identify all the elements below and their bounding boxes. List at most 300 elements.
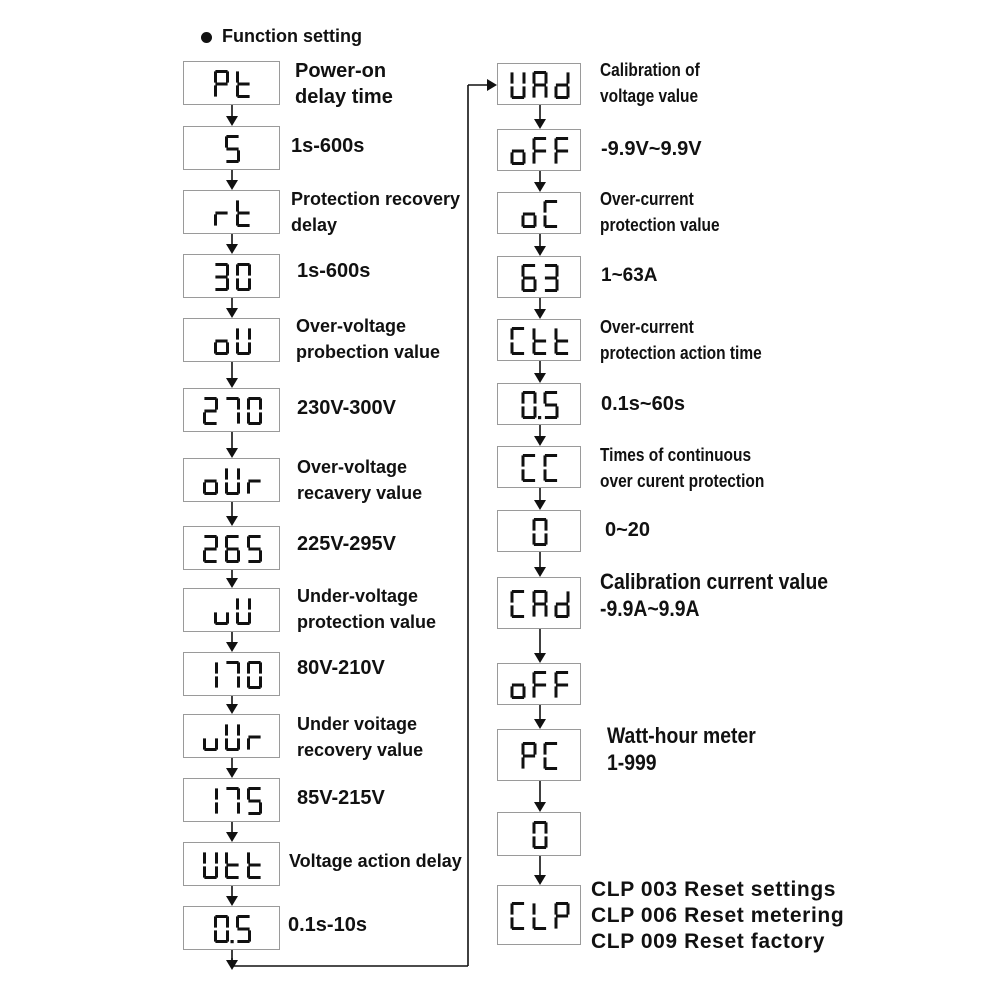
- segment-d: [204, 560, 216, 563]
- arrow-down-icon: [226, 578, 238, 588]
- seven-segment-readout: [498, 886, 582, 946]
- segment-b: [215, 536, 218, 547]
- step-label: 1-999: [607, 750, 657, 775]
- segment-b: [556, 265, 559, 276]
- segment-f: [511, 903, 514, 914]
- arrow-down-icon: [226, 378, 238, 388]
- segment-c: [259, 676, 262, 687]
- step-label: delay: [291, 215, 338, 235]
- segment-c: [237, 482, 240, 493]
- segment-d: [237, 622, 249, 625]
- segment-d: [215, 288, 227, 291]
- segment-f: [203, 852, 206, 863]
- step-label: Times of continuous: [600, 445, 752, 465]
- segment-c: [556, 279, 559, 290]
- seven-segment-readout: [498, 578, 582, 630]
- step-label: Calibration current value: [600, 569, 829, 594]
- segment-c: [523, 686, 526, 697]
- segment-c: [545, 86, 548, 97]
- segment-f: [247, 662, 250, 673]
- segment-c: [259, 550, 262, 561]
- segment-e: [555, 605, 558, 616]
- display-box-right_column-2: [497, 192, 581, 234]
- segment-e: [225, 738, 228, 749]
- segment-a: [248, 397, 260, 400]
- display-box-right_column-12: [497, 885, 581, 945]
- segment-g: [512, 150, 524, 153]
- display-box-left_column-11: [183, 778, 280, 822]
- display-box-left_column-9: [183, 652, 280, 696]
- segment-g: [523, 213, 535, 216]
- step-label: 225V-295V: [297, 533, 396, 555]
- segment-f: [236, 71, 239, 82]
- segment-c: [534, 215, 537, 226]
- segment-e: [203, 550, 206, 561]
- segment-f: [225, 724, 228, 735]
- segment-g: [512, 684, 524, 687]
- segment-d: [248, 812, 260, 815]
- display-box-right_column-11: [497, 812, 581, 856]
- segment-f: [533, 138, 536, 149]
- segment-g: [556, 340, 568, 343]
- segment-e: [533, 533, 536, 544]
- seven-segment-readout: [184, 459, 281, 503]
- seven-segment-readout: [498, 64, 582, 106]
- segment-g: [534, 150, 546, 153]
- step-label: recavery value: [297, 483, 423, 503]
- segment-e: [555, 686, 558, 697]
- step-label: Over-current: [600, 189, 694, 209]
- segment-b: [215, 788, 218, 799]
- arrow-down-icon: [226, 244, 238, 254]
- segment-c: [545, 533, 548, 544]
- segment-g: [237, 83, 249, 86]
- segment-c: [248, 342, 251, 353]
- seven-segment-readout: [498, 813, 582, 857]
- segment-c: [237, 738, 240, 749]
- segment-f: [214, 71, 217, 82]
- segment-a: [534, 671, 546, 674]
- segment-c: [237, 550, 240, 561]
- segment-d: [237, 940, 249, 943]
- segment-d: [534, 543, 546, 546]
- segment-g: [204, 548, 216, 551]
- segment-e: [225, 550, 228, 561]
- decimal-point: [538, 416, 541, 419]
- display-box-left_column-5: [183, 388, 280, 432]
- display-box-right_column-0: [497, 63, 581, 105]
- segment-f: [522, 265, 525, 276]
- segment-b: [237, 788, 240, 799]
- segment-b: [545, 822, 548, 833]
- segment-d: [248, 876, 260, 879]
- segment-e: [555, 342, 558, 353]
- display-box-left_column-0: [183, 61, 280, 105]
- segment-c: [545, 605, 548, 616]
- segment-g: [248, 864, 260, 867]
- segment-f: [533, 822, 536, 833]
- segment-f: [236, 598, 239, 609]
- segment-c: [534, 406, 537, 417]
- display-box-left_column-6: [183, 458, 280, 502]
- segment-a: [534, 71, 546, 74]
- segment-f: [225, 468, 228, 479]
- segment-b: [226, 264, 229, 275]
- segment-a: [545, 391, 557, 394]
- segment-d: [545, 479, 557, 482]
- segment-g: [534, 340, 546, 343]
- arrow-down-icon: [534, 246, 546, 256]
- segment-f: [247, 398, 250, 409]
- arrow-down-icon: [226, 896, 238, 906]
- segment-d: [523, 225, 535, 228]
- decimal-point: [231, 940, 234, 943]
- segment-c: [237, 150, 240, 161]
- segment-c: [259, 802, 262, 813]
- step-label: 0~20: [605, 519, 651, 541]
- arrow-down-icon: [226, 704, 238, 714]
- segment-c: [523, 152, 526, 163]
- segment-e: [544, 757, 547, 768]
- segment-c: [226, 930, 229, 941]
- segment-d: [556, 352, 568, 355]
- segment-f: [511, 72, 514, 83]
- segment-b: [567, 591, 570, 602]
- segment-f: [544, 392, 547, 403]
- arrow-right-icon: [487, 79, 497, 91]
- segment-c: [215, 738, 218, 749]
- step-label: protection action time: [600, 343, 762, 363]
- display-box-left_column-1: [183, 126, 280, 170]
- segment-a: [204, 535, 216, 538]
- seven-segment-readout: [184, 389, 281, 433]
- segment-b: [237, 398, 240, 409]
- display-box-right_column-6: [497, 446, 581, 488]
- segment-d: [545, 289, 557, 292]
- segment-e: [225, 482, 228, 493]
- segment-b: [215, 398, 218, 409]
- segment-e: [522, 757, 525, 768]
- segment-e: [522, 406, 525, 417]
- step-label: Under voitage: [297, 714, 418, 734]
- arrow-down-icon: [534, 182, 546, 192]
- segment-e: [511, 686, 514, 697]
- segment-c: [556, 406, 559, 417]
- segment-b: [534, 392, 537, 403]
- segment-g: [226, 548, 238, 551]
- segment-a: [512, 902, 524, 905]
- segment-g: [523, 755, 535, 758]
- seven-segment-readout: [498, 257, 582, 299]
- display-box-right_column-4: [497, 319, 581, 361]
- segment-e: [247, 738, 250, 749]
- segment-e: [522, 215, 525, 226]
- segment-b: [215, 662, 218, 673]
- segment-c: [215, 482, 218, 493]
- segment-e: [225, 866, 228, 877]
- segment-g: [215, 276, 227, 279]
- segment-e: [533, 86, 536, 97]
- segment-e: [533, 152, 536, 163]
- step-label: 1s-600s: [291, 135, 365, 157]
- segment-b: [215, 852, 218, 863]
- segment-d: [237, 288, 249, 291]
- segment-e: [214, 930, 217, 941]
- segment-f: [225, 852, 228, 863]
- segment-g: [556, 150, 568, 153]
- segment-e: [214, 342, 217, 353]
- segment-d: [248, 560, 260, 563]
- segment-g: [556, 603, 568, 606]
- segment-c: [215, 676, 218, 687]
- display-box-left_column-2: [183, 190, 280, 234]
- display-box-left_column-3: [183, 254, 280, 298]
- segment-e: [236, 85, 239, 96]
- segment-b: [567, 903, 570, 914]
- seven-segment-readout: [498, 447, 582, 489]
- display-box-left_column-13: [183, 906, 280, 950]
- segment-g: [556, 84, 568, 87]
- display-box-left_column-12: [183, 842, 280, 886]
- seven-segment-readout: [184, 589, 281, 633]
- segment-g: [248, 480, 260, 483]
- segment-d: [204, 422, 216, 425]
- segment-b: [259, 398, 262, 409]
- segment-e: [236, 612, 239, 623]
- seven-segment-readout: [184, 843, 281, 887]
- segment-d: [545, 767, 557, 770]
- segment-e: [533, 836, 536, 847]
- segment-g: [237, 928, 249, 931]
- segment-a: [545, 200, 557, 203]
- segment-d: [512, 696, 524, 699]
- step-label: Watt-hour meter: [607, 723, 756, 748]
- segment-b: [534, 743, 537, 754]
- step-label: 0.1s~60s: [601, 393, 685, 415]
- segment-d: [556, 96, 568, 99]
- segment-f: [511, 591, 514, 602]
- step-label: Protection recovery: [291, 189, 461, 209]
- segment-e: [544, 469, 547, 480]
- segment-f: [555, 138, 558, 149]
- segment-a: [204, 397, 216, 400]
- segment-a: [215, 70, 227, 73]
- segment-d: [534, 352, 546, 355]
- arrow-down-icon: [534, 802, 546, 812]
- segment-a: [237, 263, 249, 266]
- step-label: probection value: [296, 342, 441, 362]
- segment-a: [226, 535, 238, 538]
- segment-g: [556, 915, 568, 918]
- segment-b: [259, 662, 262, 673]
- segment-e: [533, 686, 536, 697]
- segment-a: [215, 263, 227, 266]
- segment-f: [544, 201, 547, 212]
- segment-a: [556, 902, 568, 905]
- segment-d: [226, 876, 238, 879]
- segment-c: [237, 802, 240, 813]
- segment-d: [226, 748, 238, 751]
- segment-a: [226, 397, 238, 400]
- display-box-right_column-8: [497, 577, 581, 629]
- segment-b: [237, 724, 240, 735]
- segment-a: [248, 535, 260, 538]
- segment-g: [226, 148, 238, 151]
- arrow-down-icon: [226, 642, 238, 652]
- segment-g: [204, 480, 216, 483]
- segment-f: [522, 743, 525, 754]
- segment-g: [534, 603, 546, 606]
- arrow-down-icon: [534, 875, 546, 885]
- segment-e: [203, 738, 206, 749]
- segment-f: [511, 328, 514, 339]
- segment-g: [545, 277, 557, 280]
- segment-d: [237, 224, 249, 227]
- segment-g: [248, 548, 260, 551]
- seven-segment-readout: [184, 779, 281, 823]
- segment-d: [512, 927, 524, 930]
- segment-c: [545, 836, 548, 847]
- segment-e: [247, 412, 250, 423]
- segment-a: [556, 137, 568, 140]
- segment-a: [512, 590, 524, 593]
- segment-d: [545, 225, 557, 228]
- display-box-right_column-5: [497, 383, 581, 425]
- segment-g: [534, 84, 546, 87]
- segment-a: [512, 327, 524, 330]
- arrow-down-icon: [534, 653, 546, 663]
- segment-c: [226, 612, 229, 623]
- arrow-down-icon: [226, 516, 238, 526]
- segment-d: [215, 940, 227, 943]
- segment-d: [512, 162, 524, 165]
- segment-e: [555, 917, 558, 928]
- segment-c: [567, 86, 570, 97]
- segment-f: [522, 455, 525, 466]
- segment-g: [215, 212, 227, 215]
- segment-a: [523, 264, 535, 267]
- segment-f: [555, 903, 558, 914]
- segment-g: [204, 410, 216, 413]
- diagram-title: Function setting: [222, 26, 362, 46]
- segment-d: [226, 492, 238, 495]
- segment-e: [214, 85, 217, 96]
- display-box-left_column-4: [183, 318, 280, 362]
- seven-segment-readout: [498, 130, 582, 172]
- segment-g: [534, 684, 546, 687]
- step-label: voltage value: [600, 86, 699, 106]
- segment-f: [544, 743, 547, 754]
- segment-g: [556, 684, 568, 687]
- arrow-down-icon: [534, 309, 546, 319]
- segment-d: [237, 95, 249, 98]
- arrow-down-icon: [226, 116, 238, 126]
- segment-b: [226, 916, 229, 927]
- arrow-down-icon: [534, 119, 546, 129]
- segment-d: [556, 615, 568, 618]
- segment-c: [215, 866, 218, 877]
- segment-f: [533, 591, 536, 602]
- segment-c: [226, 278, 229, 289]
- segment-b: [567, 72, 570, 83]
- arrow-down-icon: [534, 373, 546, 383]
- seven-segment-readout: [184, 319, 281, 363]
- segment-f: [225, 136, 228, 147]
- segment-b: [237, 662, 240, 673]
- segment-f: [555, 672, 558, 683]
- arrow-down-icon: [534, 436, 546, 446]
- segment-c: [534, 279, 537, 290]
- segment-a: [248, 661, 260, 664]
- seven-segment-readout: [184, 653, 281, 697]
- segment-g: [215, 83, 227, 86]
- segment-d: [237, 352, 249, 355]
- display-box-right_column-7: [497, 510, 581, 552]
- step-label: CLP 003 Reset settings: [591, 878, 837, 901]
- segment-g: [523, 277, 535, 280]
- segment-e: [544, 215, 547, 226]
- segment-d: [523, 416, 535, 419]
- step-label: 80V-210V: [297, 657, 385, 679]
- segment-e: [533, 917, 536, 928]
- arrow-down-icon: [534, 567, 546, 577]
- step-label: -9.9A~9.9A: [600, 596, 700, 621]
- segment-b: [545, 591, 548, 602]
- segment-c: [259, 412, 262, 423]
- segment-c: [567, 605, 570, 616]
- segment-b: [545, 519, 548, 530]
- arrow-down-icon: [226, 832, 238, 842]
- segment-e: [511, 605, 514, 616]
- segment-d: [204, 492, 216, 495]
- segment-d: [512, 96, 524, 99]
- segment-a: [226, 661, 238, 664]
- seven-segment-readout: [498, 511, 582, 553]
- segment-d: [512, 352, 524, 355]
- segment-g: [237, 212, 249, 215]
- step-label: Over-voltage: [297, 457, 408, 477]
- segment-f: [533, 519, 536, 530]
- seven-segment-readout: [498, 320, 582, 362]
- segment-c: [248, 278, 251, 289]
- step-label: Voltage action delay: [289, 851, 462, 871]
- arrow-down-icon: [534, 500, 546, 510]
- segment-d: [248, 422, 260, 425]
- segment-b: [237, 468, 240, 479]
- segment-b: [248, 328, 251, 339]
- segment-a: [534, 821, 546, 824]
- segment-e: [203, 412, 206, 423]
- seven-segment-readout: [184, 255, 281, 299]
- segment-e: [247, 866, 250, 877]
- seven-segment-readout: [184, 907, 281, 951]
- seven-segment-readout: [184, 62, 281, 106]
- segment-d: [215, 352, 227, 355]
- segment-e: [236, 214, 239, 225]
- step-label: recovery value: [297, 740, 424, 760]
- segment-e: [247, 482, 250, 493]
- seven-segment-readout: [498, 730, 582, 782]
- segment-b: [248, 264, 251, 275]
- segment-g: [545, 404, 557, 407]
- segment-a: [226, 787, 238, 790]
- seven-segment-readout: [498, 664, 582, 706]
- segment-f: [225, 536, 228, 547]
- segment-a: [545, 454, 557, 457]
- seven-segment-readout: [184, 527, 281, 571]
- seven-segment-readout: [498, 193, 582, 235]
- segment-a: [534, 590, 546, 593]
